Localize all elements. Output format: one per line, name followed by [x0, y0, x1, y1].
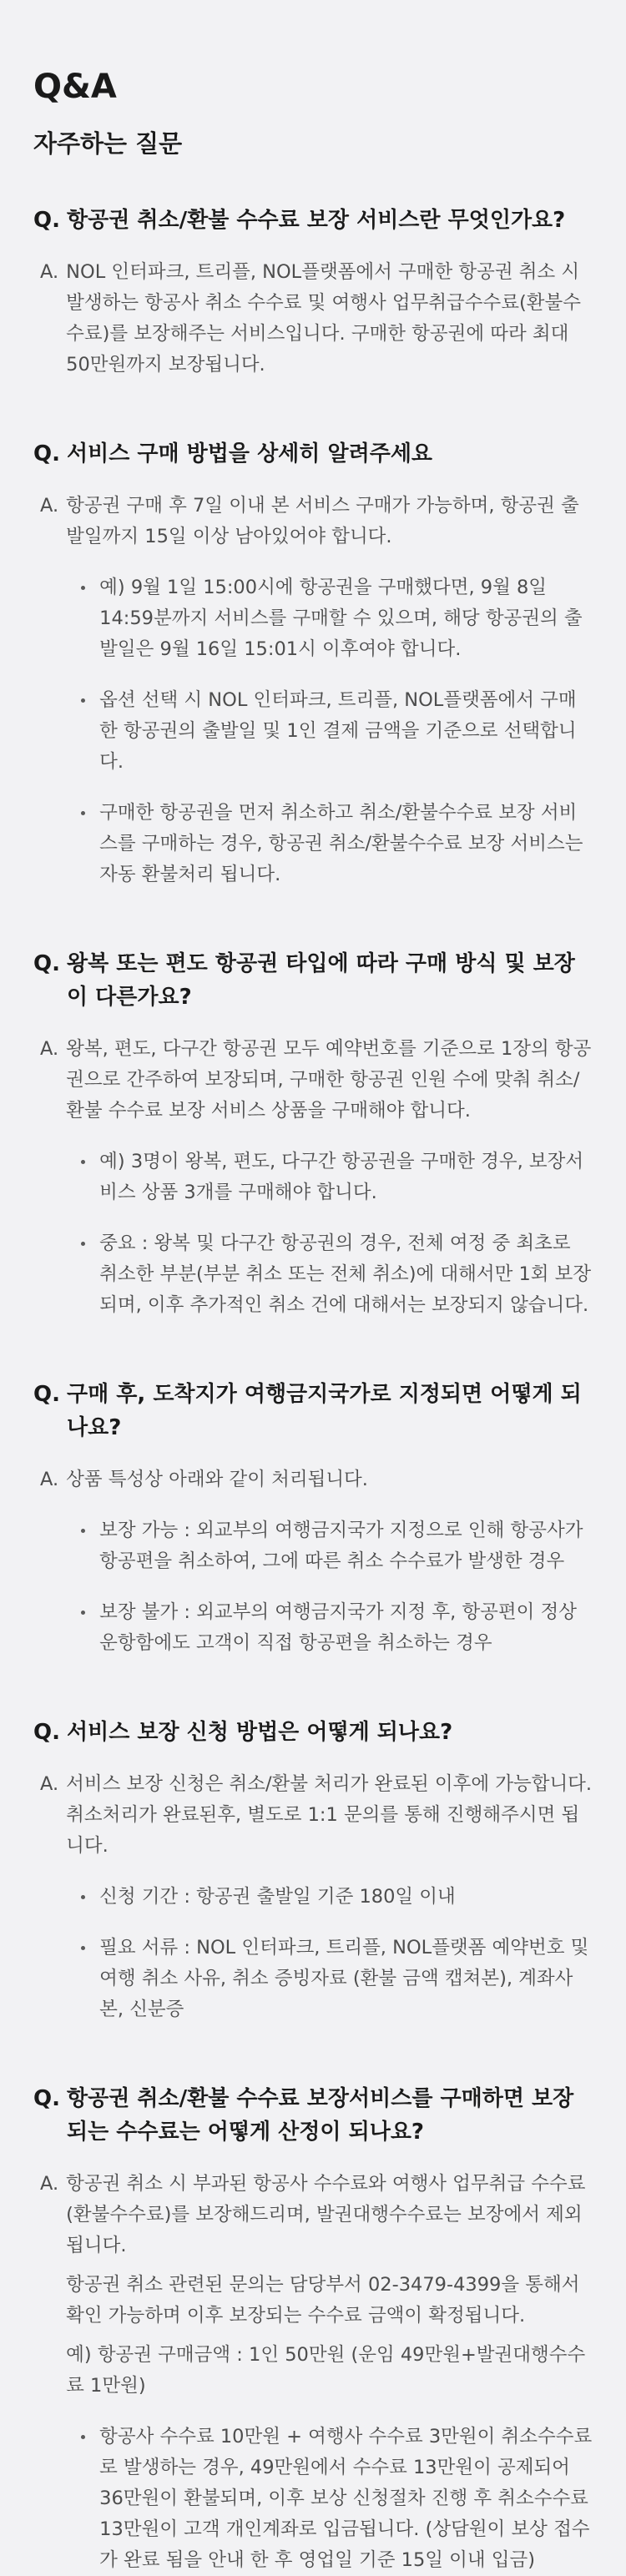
question-text: 서비스 보장 신청 방법은 어떻게 되나요? — [66, 1720, 453, 1745]
bullet-item: 보장 불가 : 외교부의 여행금지국가 지정 후, 항공편이 정상 운항함에도 고객이 직접 항공편을 취소하는 경우 — [79, 1597, 593, 1659]
answer-text: 상품 특성상 아래와 같이 처리됩니다. — [66, 1469, 368, 1490]
faq-answer — [33, 2169, 593, 2576]
question-prefix: Q. — [33, 208, 60, 233]
question-text: 항공권 취소/환불 수수료 보장서비스를 구매하면 보장되는 수수료는 어떻게 산정이 되나요? — [66, 2086, 574, 2145]
faq-question — [33, 1716, 593, 1749]
question-text: 왕복 또는 편도 항공권 타입에 따라 구매 방식 및 보장이 다른가요? — [66, 951, 575, 1010]
question-prefix: Q. — [33, 2086, 60, 2111]
faq-question — [33, 204, 593, 237]
answer-text: NOL 인터파크, 트리플, NOL플랫폼에서 구매한 항공권 취소 시 발생하는 항공사 취소 수수료 및 여행사 업무취급수수료(환불수수료)를 보장해주는 서비스입니다. 구매한 항공권에 따라 최대 50만원까지 보장됩니다. — [66, 261, 581, 376]
answer-prefix: A. — [40, 1038, 59, 1060]
faq-answer — [33, 1769, 593, 2025]
answer-contact-text: 항공권 취소 관련된 문의는 담당부서 02-3479-4399을 통해서 확인 가능하며 이후 보장되는 수수료 금액이 확정됩니다. — [66, 2274, 580, 2326]
question-text: 항공권 취소/환불 수수료 보장 서비스란 무엇인가요? — [66, 208, 566, 233]
answer-text: 항공권 구매 후 7일 이내 본 서비스 구매가 가능하며, 항공권 출발일까지 15일 이상 남아있어야 합니다. — [66, 495, 579, 547]
answer-text: 서비스 보장 신청은 취소/환불 처리가 완료된 이후에 가능합니다. 취소처리가 완료된후, 별도로 1:1 문의를 통해 진행해주시면 됩니다. — [66, 1773, 593, 1857]
faq-item-ticket-type — [33, 947, 593, 1321]
faq-item-claim-method — [33, 1716, 593, 2025]
question-prefix: Q. — [33, 1720, 60, 1745]
bullet-item: 보장 가능 : 외교부의 여행금지국가 지정으로 인해 항공사가 항공편을 취소하여, 그에 따른 취소 수수료가 발생한 경우 — [79, 1515, 593, 1577]
faq-answer — [33, 1464, 593, 1659]
answer-bullet-list — [66, 1147, 593, 1321]
bullet-item: 구매한 항공권을 먼저 취소하고 취소/환불수수료 보장 서비스를 구매하는 경우, 항공권 취소/환불수수료 보장 서비스는 자동 환불처리 됩니다. — [79, 798, 593, 890]
faq-item-fee-coverage-service — [33, 204, 593, 381]
faq-question — [33, 947, 593, 1014]
bullet-item: 신청 기간 : 항공권 출발일 기준 180일 이내 — [79, 1882, 593, 1913]
bullet-item: 예) 3명이 왕복, 편도, 다구간 항공권을 구매한 경우, 보장서비스 상품 3개를 구매해야 합니다. — [79, 1147, 593, 1208]
page-subtitle: 자주하는 질문 — [33, 129, 183, 158]
bullet-item: 필요 서류 : NOL 인터파크, 트리플, NOL플랫폼 예약번호 및 여행 취소 사유, 취소 증빙자료 (환불 금액 캡쳐본), 계좌사본, 신분증 — [79, 1933, 593, 2025]
faq-item-purchase-method — [33, 437, 593, 890]
question-prefix: Q. — [33, 441, 60, 466]
answer-example-text: 예) 항공권 구매금액 : 1인 50만원 (운임 49만원+발권대행수수료 1만원) — [66, 2344, 586, 2397]
answer-text: 왕복, 편도, 다구간 항공권 모두 예약번호를 기준으로 1장의 항공권으로 간주하여 보장되며, 구매한 항공권 인원 수에 맞춰 취소/환불 수수료 보장 서비스 상품을 구매해야 합니다. — [66, 1038, 592, 1122]
faq-question — [33, 1378, 593, 1444]
answer-bullet-list — [66, 2422, 593, 2576]
answer-bullet-list — [66, 1882, 593, 2025]
question-prefix: Q. — [33, 951, 60, 976]
answer-prefix: A. — [40, 1469, 59, 1490]
faq-answer — [33, 491, 593, 890]
answer-text: 항공권 취소 시 부과된 항공사 수수료와 여행사 업무취급 수수료(환불수수료)를 보장해드리며, 발권대행수수료는 보장에서 제외됩니다. — [66, 2173, 586, 2256]
faq-question — [33, 2082, 593, 2149]
faq-answer — [33, 1034, 593, 1321]
answer-bullet-list — [66, 572, 593, 890]
answer-bullet-list — [66, 1515, 593, 1659]
answer-prefix: A. — [40, 2173, 59, 2195]
answer-prefix: A. — [40, 1773, 59, 1795]
faq-question — [33, 437, 593, 471]
faq-item-travel-ban — [33, 1378, 593, 1659]
question-prefix: Q. — [33, 1382, 60, 1407]
answer-prefix: A. — [40, 495, 59, 517]
faq-item-fee-calculation — [33, 2082, 593, 2576]
answer-prefix: A. — [40, 261, 59, 283]
question-text: 구매 후, 도착지가 여행금지국가로 지정되면 어떻게 되나요? — [66, 1382, 582, 1440]
bullet-item: 항공사 수수료 10만원 + 여행사 수수료 3만원이 취소수수료로 발생하는 경우, 49만원에서 수수료 13만원이 공제되어 36만원이 환불되며, 이후 보상 신청절차 진행 후 취소수수료 13만원이 고객 개인계좌로 입금됩니다. (상담원이 보상 접수가 완료 됨을 안내 한 후 영업일 기준 15일 이내 입금) — [79, 2422, 593, 2576]
page-title: Q&A — [33, 68, 117, 106]
bullet-item: 중요 : 왕복 및 다구간 항공권의 경우, 전체 여정 중 최초로 취소한 부분(부분 취소 또는 전체 취소)에 대해서만 1회 보장되며, 이후 추가적인 취소 건에 대해서는 보장되지 않습니다. — [79, 1228, 593, 1321]
question-text: 서비스 구매 방법을 상세히 알려주세요 — [66, 441, 433, 466]
bullet-item: 옵션 선택 시 NOL 인터파크, 트리플, NOL플랫폼에서 구매한 항공권의 출발일 및 1인 결제 금액을 기준으로 선택합니다. — [79, 685, 593, 778]
faq-answer — [33, 257, 593, 381]
bullet-item: 예) 9월 1일 15:00시에 항공권을 구매했다면, 9월 8일 14:59분까지 서비스를 구매할 수 있으며, 해당 항공권의 출발일은 9월 16일 15:01시 이후여야 합니다. — [79, 572, 593, 665]
